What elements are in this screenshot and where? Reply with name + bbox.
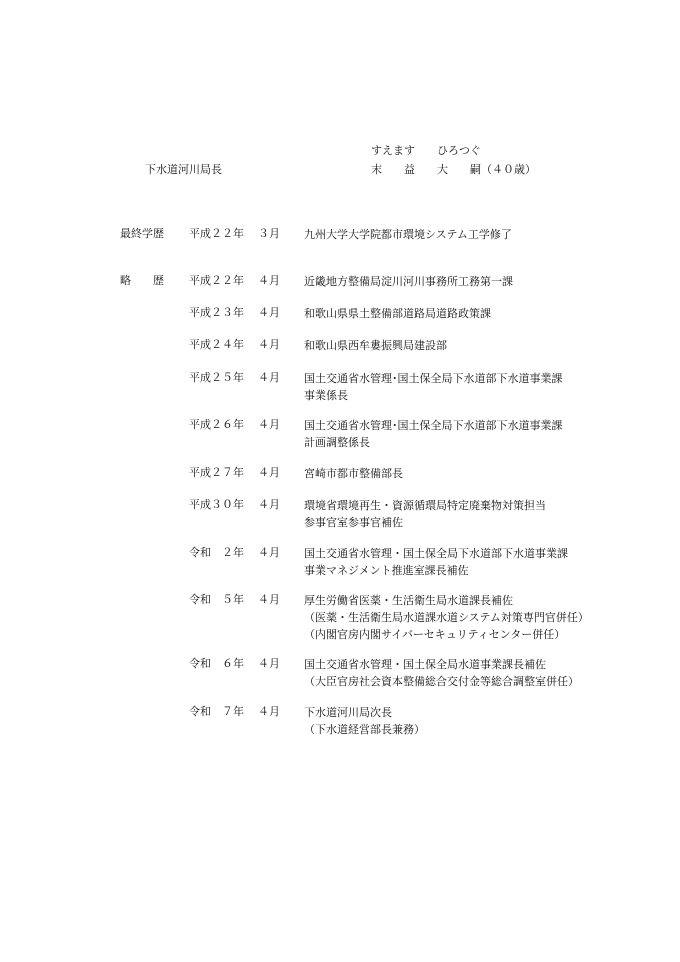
career-description-line: 宮崎市都市整備部長	[304, 467, 403, 480]
career-description-line: 環境省環境再生・資源循環局特定廃棄物対策担当	[304, 499, 546, 512]
career-year: 平成３０年	[189, 498, 244, 511]
career-description-line: 参事官室参事官補佐	[304, 516, 403, 529]
education-text: 九州大学大学院都市環境システム工学修了	[304, 228, 512, 241]
career-month: ４月	[258, 705, 280, 718]
career-month: ４月	[258, 657, 280, 670]
career-month: ４月	[258, 418, 280, 431]
career-description-line: 国土交通省水管理･国土保全局下水道部下水道事業課	[304, 419, 563, 432]
career-description	[304, 465, 403, 482]
career-description	[304, 704, 425, 738]
career-description	[304, 545, 568, 579]
career-year: 平成２６年	[189, 418, 244, 431]
education-label: 最終学歴	[120, 227, 164, 240]
career-description	[304, 337, 447, 354]
career-year: 平成２３年	[189, 306, 244, 319]
career-description-line: 和歌山県県土整備部道路局道路政策課	[304, 307, 491, 320]
career-year: 平成２２年	[189, 274, 244, 287]
career-description-line: （医薬・生活衛生局水道課水道システム対策専門官併任）	[304, 611, 589, 624]
career-year: 平成２７年	[189, 466, 244, 479]
education-year: 平成２２年	[189, 227, 244, 240]
career-label: 略 歴	[120, 274, 164, 287]
career-description	[304, 370, 563, 404]
career-description-line: 事業係長	[304, 389, 348, 402]
career-year: 平成２５年	[189, 371, 244, 384]
career-description-line: 国土交通省水管理・国土保全局水道事業課長補佐	[304, 658, 546, 671]
career-description-line: （大臣官房社会資本整備総合交付金等総合調整室併任）	[304, 675, 579, 688]
career-description-line: 計画調整係長	[304, 436, 370, 449]
career-description-line: 国土交通省水管理・国土保全局下水道部下水道事業課	[304, 547, 568, 560]
career-month: ４月	[258, 466, 280, 479]
career-description	[304, 273, 513, 290]
name-furigana: すえます ひろつぐ	[371, 144, 481, 157]
career-month: ４月	[258, 274, 280, 287]
career-month: ４月	[258, 498, 280, 511]
career-month: ４月	[258, 306, 280, 319]
career-month: ４月	[258, 338, 280, 351]
career-description-line: 和歌山県西牟婁振興局建設部	[304, 339, 447, 352]
career-month: ４月	[258, 546, 280, 559]
career-month: ４月	[258, 371, 280, 384]
career-year: 令和 ２年	[189, 546, 244, 559]
career-description	[304, 305, 491, 322]
career-year: 令和 ７年	[189, 705, 244, 718]
career-description-line: 事業マネジメント推進室課長補佐	[304, 564, 469, 577]
career-description-line: 下水道河川局次長	[304, 706, 392, 719]
career-year: 令和 ５年	[189, 593, 244, 606]
career-description-line: 厚生労働省医薬・生活衛生局水道課長補佐	[304, 594, 513, 607]
career-description	[304, 417, 563, 451]
career-description	[304, 592, 589, 643]
career-year: 平成２４年	[189, 338, 244, 351]
career-description-line: 国土交通省水管理･国土保全局下水道部下水道事業課	[304, 372, 563, 385]
career-description-line: （下水道経営部長兼務）	[304, 723, 425, 736]
person-name: 末 益 大 嗣（４０歳）	[371, 163, 536, 176]
career-description-line: （内閣官房内閣サイバーセキュリティセンター併任）	[304, 628, 566, 641]
education-month: ３月	[258, 227, 280, 240]
position-title: 下水道河川局長	[145, 163, 222, 176]
career-description-line: 近畿地方整備局淀川河川事務所工務第一課	[304, 275, 513, 288]
career-month: ４月	[258, 593, 280, 606]
career-description	[304, 497, 546, 531]
career-year: 令和 ６年	[189, 657, 244, 670]
career-description	[304, 656, 579, 690]
